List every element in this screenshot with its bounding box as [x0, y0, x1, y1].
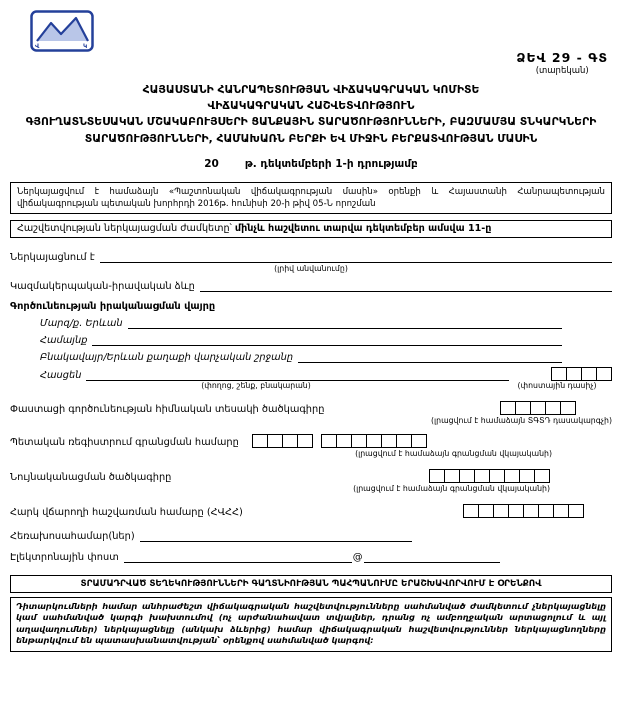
input-cell[interactable]	[581, 367, 597, 381]
input-cell[interactable]	[553, 504, 569, 518]
deadline-value: մինչև հաշվետու տարվա դեկտեմբեր ամսվա 11-ը	[234, 222, 492, 234]
legal-form-input-line[interactable]	[200, 279, 612, 292]
input-cell[interactable]	[523, 504, 539, 518]
marz-field-row	[40, 316, 612, 329]
input-cell[interactable]	[381, 434, 397, 448]
input-cell[interactable]	[489, 469, 505, 483]
register-number-field-row	[10, 434, 612, 448]
input-cell[interactable]	[596, 367, 612, 381]
form-periodicity: (տարեկան)	[535, 66, 589, 76]
community-label: Համայնք	[40, 334, 88, 346]
postal-code-boxes	[551, 367, 612, 381]
identification-code-caption: (լրացվում է համաձայն գրանցման վկայականի)	[353, 483, 550, 493]
report-date-line	[10, 158, 612, 170]
legal-form-label: Կազմակերպական-իրավական ձևը	[10, 280, 195, 292]
activity-code-field-row	[10, 401, 612, 415]
legal-form-field-row	[10, 279, 612, 292]
year-prefix: 20	[204, 157, 219, 170]
input-cell[interactable]	[530, 401, 546, 415]
input-cell[interactable]	[321, 434, 337, 448]
activity-code-label: Փաստացի գործունեության հիմնական տեսակի ծածկագիրը	[10, 403, 325, 415]
armstat-logo-graphic	[30, 10, 94, 52]
address-captions-row	[10, 381, 612, 390]
deadline-box	[10, 220, 612, 238]
identification-code-boxes	[429, 469, 550, 483]
date-suffix: թ. դեկտեմբերի 1-ի դրությամբ	[244, 157, 418, 170]
committee-title: ՀԱՅԱՍՏԱՆԻ ՀԱՆՐԱՊԵՏՈՒԹՅԱՆ ՎԻՃԱԿԱԳՐԱԿԱՆ ԿՈՄԻՏԵ	[142, 83, 480, 96]
marz-label: Մարզ/ք. Երևան	[40, 317, 123, 329]
report-subject-title: ԳՅՈՒՂԱՏՆՏԵՍԱԿԱՆ ՄՇԱԿԱԲՈՒՅՍԵՐԻ ՑԱՆՔԱՅԻՆ ՏԱՐԱԾՈՒԹՅՈՒՆՆԵՐԻ, ԲԱԶՄԱՄՅԱ ՏՆԿԱՐԿՆԵՐԻ ՏԱՐԱԾՈՒԹՅՈՒՆՆԵՐԻ, ՀԱՄԱԽԱՌՆ ԲԵՐՔԻ ԵՎ ՄԻՋԻՆ ԲԵՐՔԱՏՎՈՒԹՅԱՆ ՄԱՍԻՆ	[25, 115, 597, 145]
input-cell[interactable]	[568, 504, 584, 518]
confidentiality-banner: ՏՐԱՄԱԴՐՎԱԾ ՏԵՂԵԿՈՒԹՅՈՒՆՆԵՐԻ ԳԱՂՏՆԻՈՒԹՅԱՆ ՊԱՀՊԱՆՈՒՄԸ ԵՐԱՇԽԱՎՈՐՎՈՒՄ Է ՕՐԵՆՔՈՎ	[10, 575, 612, 593]
presenter-input-line[interactable]	[100, 250, 612, 263]
phone-input-line[interactable]	[140, 529, 412, 542]
input-cell[interactable]	[351, 434, 367, 448]
register-number-caption: (լրացվում է համաձայն գրանցման վկայականի)	[355, 448, 552, 458]
deadline-label: Հաշվետվության ներկայացման ժամկետը՝	[17, 222, 232, 234]
email-label: Էլեկտրոնային փոստ	[10, 551, 119, 563]
input-cell[interactable]	[252, 434, 268, 448]
activity-location-heading: Գործունեության իրականացման վայրը	[10, 300, 216, 312]
input-cell[interactable]	[504, 469, 520, 483]
input-cell[interactable]	[560, 401, 576, 415]
register-number-label: Պետական ռեգիստրում գրանցման համարը	[10, 436, 239, 448]
activity-code-boxes	[500, 401, 576, 415]
input-cell[interactable]	[538, 504, 554, 518]
presenter-field-row	[10, 250, 612, 263]
settlement-label: Բնակավայր/Երևան քաղաքի վարչական շրջանը	[40, 351, 294, 363]
presenter-label: Ներկայացնում է	[10, 251, 95, 263]
input-cell[interactable]	[366, 434, 382, 448]
input-cell[interactable]	[519, 469, 535, 483]
identification-code-field-row	[10, 469, 612, 483]
input-cell[interactable]	[566, 367, 582, 381]
email-at-sign: @	[352, 551, 363, 563]
postal-code-caption: (փոստային դասիչ)	[517, 380, 597, 390]
tin-field-row	[10, 504, 612, 518]
identification-code-label: Նույնականացման ծածկագիրը	[10, 471, 172, 483]
legal-basis-box: Ներկայացվում է համաձայն «Պաշտոնական վիճակագրության մասին» օրենքի և Հայաստանի Հանրապետության վիճակագրության պետական խորհրդի 2016թ. հունիսի 20-ի թիվ 05-Ն որոշման	[10, 182, 612, 214]
input-cell[interactable]	[429, 469, 445, 483]
marz-input-line[interactable]	[128, 316, 562, 329]
input-cell[interactable]	[545, 401, 561, 415]
input-cell[interactable]	[500, 401, 516, 415]
address-caption: (փողոց, շենք, բնակարան)	[201, 380, 311, 390]
title-block	[10, 82, 612, 147]
svg-text:Վ: Վ	[35, 43, 40, 50]
presenter-caption: (լրիվ անվանումը)	[274, 263, 348, 273]
form-code-block	[516, 50, 608, 76]
tin-label: Հարկ վճարողի հաշվառման համարը (ՀՎՀՀ)	[10, 506, 243, 518]
liability-note: Դիտարկումների համար անհրաժեշտ վիճակագրական հաշվետվությունները սահմանված ժամկետում չներկայացնելը կամ սահմանված կարգի խախտումով (ոչ արժանահավատ տվյալներ, դրանց ոչ ամբողջական արտացոլում և այլ աղավաղումներ) ներկայացնելը (անկախ ձևերից) համար վիճակագրական հաշվետվություններ ներկայացնողները ենթարկվում են պատասխանատվության՝ օրենքով սահմանված կարգով։	[10, 597, 612, 652]
armstat-logo	[30, 10, 94, 56]
settlement-field-row	[40, 350, 612, 363]
input-cell[interactable]	[515, 401, 531, 415]
form-header	[10, 8, 612, 82]
address-label: Հասցեն	[40, 369, 82, 381]
input-cell[interactable]	[463, 504, 479, 518]
phone-field-row	[10, 529, 612, 542]
email-field-row	[10, 550, 612, 563]
community-field-row	[40, 333, 612, 346]
input-cell[interactable]	[551, 367, 567, 381]
community-input-line[interactable]	[92, 333, 562, 346]
form-code: ՁԵՎ 29 - ԳՏ	[516, 50, 608, 65]
report-type-title: ՎԻՃԱԿԱԳՐԱԿԱՆ ՀԱՇՎԵՏՎՈՒԹՅՈՒՆ	[207, 99, 415, 113]
input-cell[interactable]	[474, 469, 490, 483]
settlement-input-line[interactable]	[298, 350, 562, 363]
input-cell[interactable]	[444, 469, 460, 483]
phone-label: Հեռախոսահամար(ներ)	[10, 530, 135, 542]
input-cell[interactable]	[459, 469, 475, 483]
input-cell[interactable]	[493, 504, 509, 518]
activity-code-caption: (լրացվում է համաձայն ՏԳՏԴ դասակարգչի)	[430, 415, 612, 425]
address-input-line[interactable]	[86, 368, 509, 381]
input-cell[interactable]	[282, 434, 298, 448]
input-cell[interactable]	[508, 504, 524, 518]
email-domain-input-line[interactable]	[364, 550, 500, 563]
svg-text:Կ: Կ	[83, 43, 88, 50]
register-number-boxes	[252, 434, 427, 448]
input-cell[interactable]	[396, 434, 412, 448]
input-cell[interactable]	[297, 434, 313, 448]
input-cell[interactable]	[336, 434, 352, 448]
email-local-input-line[interactable]	[124, 550, 352, 563]
tin-boxes	[463, 504, 584, 518]
form-fields	[10, 250, 612, 563]
address-field-row	[40, 367, 612, 381]
input-cell[interactable]	[267, 434, 283, 448]
input-cell[interactable]	[534, 469, 550, 483]
input-cell[interactable]	[478, 504, 494, 518]
input-cell[interactable]	[411, 434, 427, 448]
